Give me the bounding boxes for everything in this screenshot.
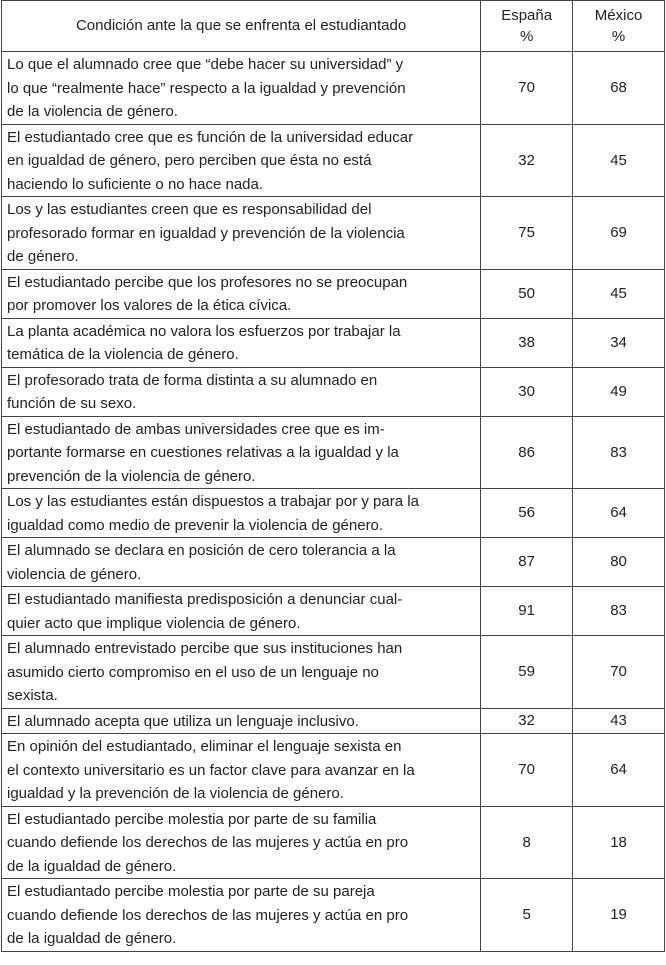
spain-percent: 75 (481, 197, 573, 270)
condition-line: igualdad como medio de prevenir la violencia de género. (7, 516, 384, 534)
mexico-percent: 18 (573, 806, 665, 879)
spain-percent: 38 (481, 318, 573, 367)
condition-line: Los y las estudiantes están dispuestos a trabajar por y para la (7, 493, 419, 510)
table-row (2, 124, 665, 197)
condition-line: de la igualdad de género. (7, 930, 177, 947)
table-row (2, 367, 665, 416)
condition-line: Lo que el alumnado cree que “debe hacer su universidad” y (7, 56, 404, 73)
condition-cell (2, 318, 481, 367)
mexico-percent: 68 (573, 52, 665, 125)
condition-line: El estudiantado manifiesta predisposición a denunciar cual- (7, 591, 403, 608)
table-row (2, 538, 665, 587)
mexico-percent: 43 (573, 708, 665, 734)
table-row (2, 879, 665, 952)
table-row (2, 489, 665, 538)
condition-cell (2, 636, 481, 709)
spain-percent: 70 (481, 734, 573, 807)
mexico-percent: 70 (573, 636, 665, 709)
condition-line: El profesorado trata de forma distinta a su alumnado en (7, 371, 378, 389)
condition-cell (2, 708, 481, 734)
table-row (2, 269, 665, 318)
spain-percent: 32 (481, 124, 573, 197)
table-row (2, 587, 665, 636)
mexico-percent: 83 (573, 416, 665, 489)
condition-cell (2, 124, 481, 197)
spain-percent: 59 (481, 636, 573, 709)
mexico-percent: 83 (573, 587, 665, 636)
condition-cell (2, 879, 481, 952)
condition-line: igualdad y la prevención de la violencia de género. (7, 785, 344, 802)
condition-line: en igualdad de género, pero perciben que ésta no está (7, 152, 372, 169)
mexico-percent: 45 (573, 124, 665, 197)
spain-percent: 5 (481, 879, 573, 952)
condition-cell (2, 538, 481, 587)
mexico-percent: 64 (573, 734, 665, 807)
condition-line: El estudiantado percibe molestia por parte de su pareja (7, 883, 375, 900)
condition-line: de género. (7, 248, 79, 265)
condition-cell (2, 489, 481, 538)
spain-percent: 30 (481, 367, 573, 416)
condition-line: El estudiantado de ambas universidades cree que es im- (7, 420, 385, 438)
header-row (2, 1, 665, 52)
condition-line: cuando defiende los derechos de las mujeres y actúa en pro (7, 906, 409, 924)
spain-percent: 56 (481, 489, 573, 538)
header-spain-unit: % (519, 28, 534, 45)
condition-line: sexista. (7, 687, 58, 704)
mexico-percent: 45 (573, 269, 665, 318)
condition-cell (2, 269, 481, 318)
table-body (2, 52, 665, 952)
condition-line: asumido cierto compromiso en el uso de un lenguaje no (7, 663, 379, 681)
condition-line: por promover los valores de la ética cívica. (7, 297, 292, 314)
table-row (2, 734, 665, 807)
table-row (2, 416, 665, 489)
header-mexico-unit: % (611, 28, 626, 45)
table-row (2, 636, 665, 709)
condition-line: de la violencia de género. (7, 103, 178, 120)
condition-line: prevención de la violencia de género. (7, 467, 256, 485)
condition-line: el contexto universitario es un factor clave para avanzar en la (7, 761, 415, 779)
header-mexico (573, 1, 665, 52)
condition-line: violencia de género. (7, 565, 142, 583)
header-spain-label: España (501, 7, 553, 24)
spain-percent: 86 (481, 416, 573, 489)
table-row (2, 197, 665, 270)
condition-line: Los y las estudiantes creen que es responsabilidad del (7, 201, 372, 218)
table-row (2, 318, 665, 367)
table-row (2, 52, 665, 125)
condition-line: El estudiantado cree que es función de la universidad educar (7, 128, 414, 146)
condition-line: El estudiantado percibe molestia por parte de su familia (7, 810, 377, 828)
spain-percent: 70 (481, 52, 573, 125)
condition-line: El alumnado se declara en posición de cero tolerancia a la (7, 542, 396, 559)
spain-percent: 87 (481, 538, 573, 587)
condition-line: El alumnado acepta que utiliza un lenguaje inclusivo. (7, 712, 359, 730)
condition-line: cuando defiende los derechos de las mujeres y actúa en pro (7, 834, 409, 851)
condition-line: El estudiantado percibe que los profesores no se preocupan (7, 273, 408, 291)
condition-line: En opinión del estudiantado, eliminar el lenguaje sexista en (7, 738, 402, 755)
condition-cell (2, 587, 481, 636)
survey-table (1, 0, 665, 952)
condition-cell (2, 197, 481, 270)
condition-cell (2, 806, 481, 879)
mexico-percent: 19 (573, 879, 665, 952)
condition-line: profesorado formar en igualdad y prevención de la violencia (7, 224, 405, 242)
mexico-percent: 49 (573, 367, 665, 416)
condition-line: quier acto que implique violencia de género. (7, 614, 301, 632)
condition-line: lo que “realmente hace” respecto a la igualdad y prevención (7, 79, 406, 97)
spain-percent: 32 (481, 708, 573, 734)
condition-line: El alumnado entrevistado percibe que sus instituciones han (7, 640, 403, 657)
table-row (2, 806, 665, 879)
header-spain (481, 1, 573, 52)
mexico-percent: 34 (573, 318, 665, 367)
condition-cell (2, 367, 481, 416)
condition-line: de la igualdad de género. (7, 857, 177, 875)
header-condition: Condición ante la que se enfrenta el estudiantado (2, 1, 481, 52)
condition-cell (2, 416, 481, 489)
header-mexico-label: México (594, 7, 643, 24)
condition-line: La planta académica no valora los esfuerzos por trabajar la (7, 322, 401, 340)
mexico-percent: 80 (573, 538, 665, 587)
condition-cell (2, 52, 481, 125)
mexico-percent: 69 (573, 197, 665, 270)
condition-cell (2, 734, 481, 807)
condition-line: temática de la violencia de género. (7, 346, 239, 363)
spain-percent: 91 (481, 587, 573, 636)
spain-percent: 50 (481, 269, 573, 318)
mexico-percent: 64 (573, 489, 665, 538)
condition-line: portante formarse en cuestiones relativas a la igualdad y la (7, 444, 399, 461)
spain-percent: 8 (481, 806, 573, 879)
condition-line: función de su sexo. (7, 395, 137, 412)
condition-line: haciendo lo suficiente o no hace nada. (7, 175, 264, 193)
table-row (2, 708, 665, 734)
